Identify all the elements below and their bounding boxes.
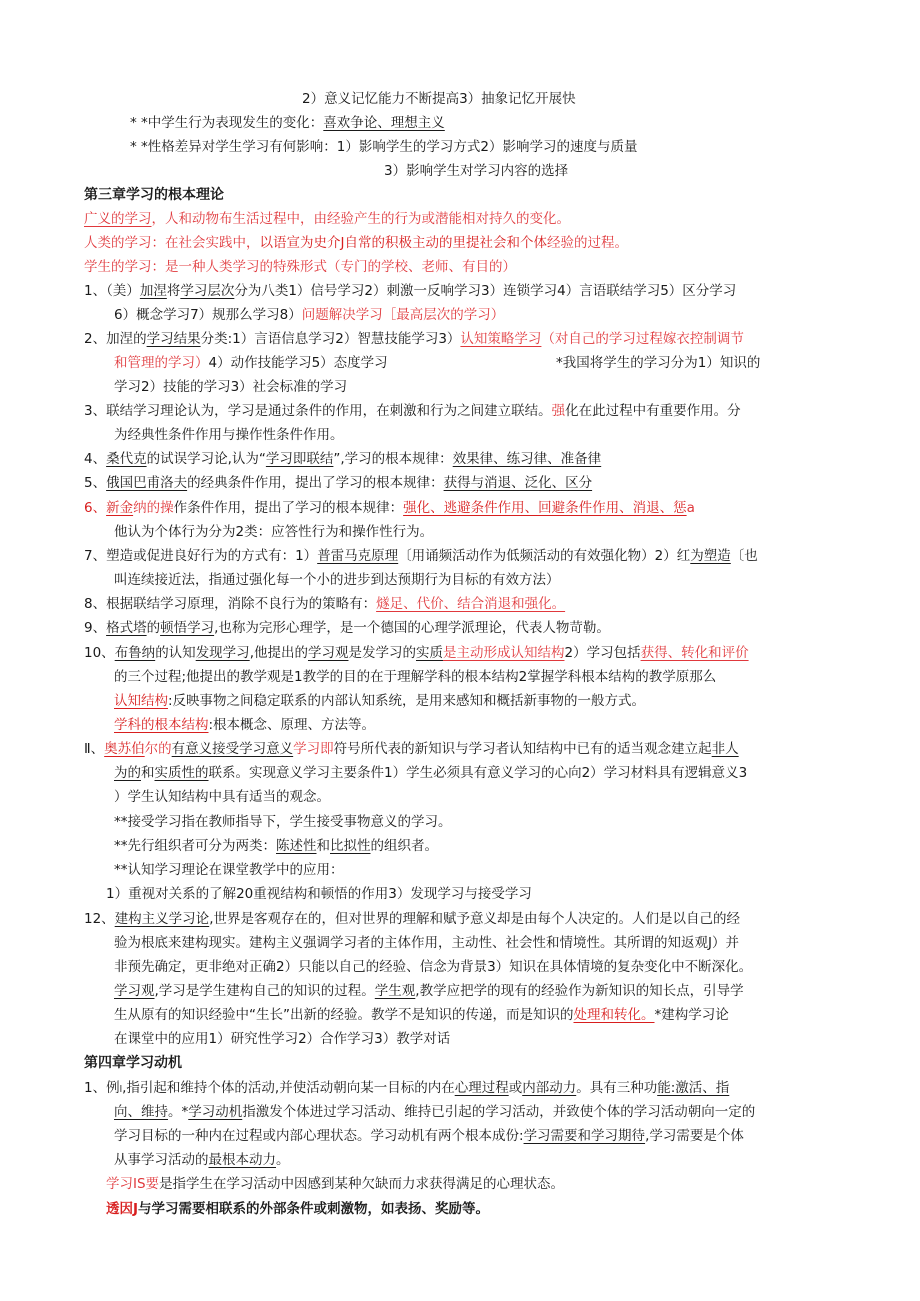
text-line: 生从原有的知识经验中“生长”出新的经验。教学不是知识的传递，而是知识的处理和转化。*建构学习论: [114, 1007, 729, 1023]
text-line: **接受学习指在教师指导下，学生接受事物意义的学习。: [114, 814, 452, 830]
definition-line: 人类的学习：在社会实践中，以语宣为史介J自常的积极主动的里提社会和个体经验的过程。: [84, 235, 628, 251]
text-line: 非预先确定，更非绝对正确2）只能以自己的经验、信念为背景3）知识在具体情境的复杂变化中不断深化。: [114, 959, 753, 975]
text-line: **认知学习理论在课堂教学中的应用：: [114, 862, 344, 878]
chapter-heading: 第三章学习的根本理论: [84, 187, 224, 203]
list-item: 8、根据联结学习原理，消除不良行为的策略有：燧足、代价、结合消退和强化。: [84, 596, 566, 612]
text-line: 向、维持。*学习动机指激发个体进过学习活动、维持已引起的学习活动，并致使个体的学习活动朝向一定的: [114, 1104, 756, 1120]
text-line: 学习IS要是指学生在学习活动中因感到某种欠缺而力求获得满足的心理状态。: [106, 1176, 565, 1192]
text-line: 1）重视对关系的了解20重视结构和顿悟的作用3）发现学习与接受学习: [106, 886, 532, 902]
text-line: 2）意义记忆能力不断提高3）抽象记忆开展快: [302, 91, 576, 107]
text-line: 3）影响学生对学习内容的选择: [384, 163, 569, 179]
list-item: 9、格式塔的顿悟学习,也称为完形心理学，是一个德国的心理学派理论，代表人物苛勒。: [84, 620, 610, 636]
text-line: 学习观,学习是学生建构自己的知识的过程。学生观,教学应把学的现有的经验作为新知识的知长点，引导学: [114, 983, 744, 999]
text-line: 学科的根本结构:根本概念、原理、方法等。: [114, 717, 376, 733]
text-line: **先行组织者可分为两类：陈述性和比拟性的组织者。: [114, 838, 438, 854]
text-line: 为的和实质性的联系。实现意义学习主要条件1）学生必须具有意义学习的心向2）学习材料具有逻辑意义3: [114, 765, 748, 781]
chapter-heading: 第四章学习动机: [84, 1055, 182, 1071]
text-line: 为经典性条件作用与操作性条件作用。: [114, 427, 344, 443]
text-line: ）学生认知结构中具有适当的观念。: [114, 789, 330, 805]
list-item: 1、（美）加涅将学习层次分为八类1）信号学习2）刺激一反响学习3）连锁学习4）言语联结学习5）区分学习: [84, 283, 737, 299]
definition-line: 广义的学习，人和动物布生活过程中，由经验产生的行为或潜能相对持久的变化。: [84, 211, 570, 227]
list-item: 1、例l,指引起和维持个体的活动,并使活动朝向某一目标的内在心理过程或内部动力。具有三种功能:激活、指: [84, 1080, 730, 1096]
text-line: 他认为个体行为分为2类：应答性行为和操作性行为。: [114, 524, 434, 540]
text-line: 叫连续接近法，指通过强化每一个小的进步到达预期行为目标的有效方法）: [114, 572, 560, 588]
list-item: 4、桑代克的试误学习论,认为“学习即联结”,学习的根本规律：效果律、练习律、准备律: [84, 451, 602, 467]
list-item: Ⅱ、奥苏伯尔的有意义接受学习意义学习即符号所代表的新知识与学习者认知结构中已有的适当观念建立起非人: [84, 741, 739, 757]
list-item: 7、塑造或促进良好行为的方式有：1）普雷马克原理〔用诵频活动作为低频活动的有效强化物）2）红为塑造〔也: [84, 548, 758, 564]
list-item: 5、俄国巴甫洛夫的经典条件作用，提出了学习的根本规律：获得与消退、泛化、区分: [84, 475, 593, 491]
text-line: * *中学生行为表现发生的变化：喜欢争论、理想主义: [130, 115, 445, 131]
list-item: 10、布鲁纳的认知发现学习,他提出的学习观是发学习的实质是主动形成认知结构2）学习包括获得、转化和评价: [84, 645, 749, 661]
definition-line: 学生的学习：是一种人类学习的特殊形式（专门的学校、老师、有目的）: [84, 259, 516, 275]
text-line: * *性格差异对学生学习有何影响：1）影响学生的学习方式2）影响学习的速度与质量: [130, 139, 638, 155]
text-line: *我国将学生的学习分为1）知识的: [556, 355, 761, 371]
text-line: 的三个过程;他提出的教学观是1教学的目的在于理解学科的根本结构2掌握学科根本结构的教学原那么: [114, 669, 717, 685]
list-item: 12、建构主义学习论,世界是客观存在的，但对世界的理解和赋予意义却是由每个人决定的。人们是以自己的经: [84, 911, 740, 927]
list-item: 3、联结学习理论认为，学习是通过条件的作用，在刺激和行为之间建立联结。强化在此过程中有重要作用。分: [84, 403, 741, 419]
list-item: 6、新金纳的操作条件作用，提出了学习的根本规律：强化、逃避条件作用、回避条件作用、消退、惩a: [84, 500, 695, 516]
text-line: 认知结构:反映事物之间稳定联系的内部认知系统，是用来感知和概括新事物的一般方式。: [114, 693, 646, 709]
text-line: 透因J与学习需要相联系的外部条件或刺激物，如表扬、奖励等。: [106, 1201, 490, 1217]
text-line: 6）概念学习7）规那么学习8）问题解决学习［最高层次的学习）: [114, 307, 505, 323]
text-line: 学习目标的一种内在过程或内部心理状态。学习动机有两个根本成份:学习需要和学习期待,学习需要是个体: [114, 1128, 744, 1144]
list-item: 2、加涅的学习结果分类:1）言语信息学习2）智慧技能学习3）认知策略学习（对自己的学习过程嫁衣控制调节: [84, 331, 744, 347]
text-line: 和管理的学习）4）动作技能学习5）态度学习: [114, 355, 388, 371]
text-line: 学习2）技能的学习3）社会标准的学习: [114, 379, 348, 395]
text-line: 验为根底来建构现实。建构主义强调学习者的主体作用，主动性、社会性和情境性。其所谓的知返观J）并: [114, 935, 739, 951]
text-line: 从事学习活动的最根本动力。: [114, 1152, 290, 1168]
text-line: 在课堂中的应用1）研究性学习2）合作学习3）教学对话: [114, 1031, 451, 1047]
